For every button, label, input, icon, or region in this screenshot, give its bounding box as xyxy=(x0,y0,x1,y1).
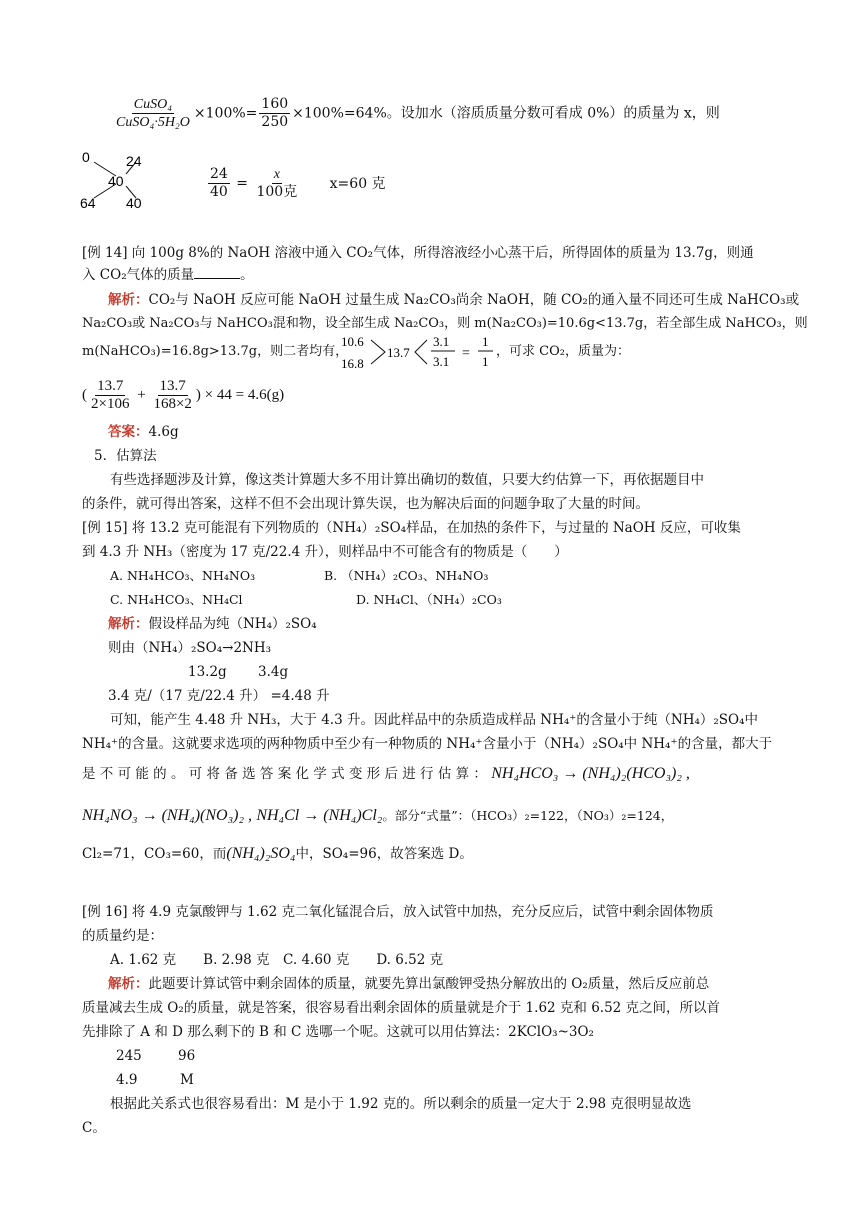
fraction-numerator: 13.7 xyxy=(97,378,124,394)
answer-label: 答案： xyxy=(108,424,149,440)
ratio-denominator: 1 xyxy=(482,354,489,369)
analysis-text: 是 不 可 能 的 。 可 将 备 选 答 案 化 学 式 变 形 后 进 行 估 算 ： xyxy=(82,766,487,782)
cross-value-mid: 13.7 xyxy=(387,345,410,360)
example-14-analysis-line1 xyxy=(108,290,799,310)
example-14-question-line1: [例 14] 向 100g 8%的 NaOH 溶液中通入 CO₂气体，所得溶液经小心蒸干后，所得固体的质量为 13.7g，则通 xyxy=(82,245,754,261)
example-16-options: A. 1.62 克 B. 2.98 克 C. 4.60 克 D. 6.52 克 xyxy=(110,952,444,968)
cross-center: 40 xyxy=(108,173,124,189)
example-15-analysis-line8 xyxy=(82,806,673,826)
fraction-denominator: CuSO₄·5H₂O xyxy=(116,115,190,130)
equation-result: x=60 克 xyxy=(329,175,386,192)
example-14-analysis-line3-tail: ，可求 CO₂，质量为： xyxy=(496,344,630,359)
example-16-analysis-line3: 先排除了 A 和 D 那么剩下的 B 和 C 选哪一个呢。这就可以用估算法：2KClO₃~3O₂ xyxy=(82,1024,594,1040)
example-16-analysis-line1 xyxy=(108,974,709,994)
section-title: 5．估算法 xyxy=(94,448,157,464)
analysis-text: Cl₂=71，CO₃=60，而 xyxy=(82,846,227,862)
cross-value-a: 10.6 xyxy=(341,334,364,349)
example-16-analysis-line2: 质量减去生成 O₂的质量，就是答案，很容易看出剩余固体的质量就是介于 1.62 克和 6.52 克之间，所以首 xyxy=(82,1000,721,1016)
proportion-equation: $\frac{24}{40}$ = $\frac{x}{\text{100克}}$ x=60 克 xyxy=(210,166,386,200)
example-15-analysis-line1 xyxy=(108,614,317,634)
example-15-mass-b: 3.4g xyxy=(258,664,289,680)
answer-value: 4.6g xyxy=(148,424,179,440)
fraction-denominator: 100克 xyxy=(256,184,298,200)
fraction-x-100 xyxy=(254,166,299,201)
cross-value-c: 3.1 xyxy=(433,334,450,349)
example-15-question-line2: 到 4.3 升 NH₃（密度为 17 克/22.4 升），则样品中不可能含有的物质是（ ） xyxy=(82,544,568,560)
example-16-question-line2: 的质量约是： xyxy=(82,928,163,944)
fraction-13-7-over-336 xyxy=(151,378,193,413)
example-14-answer xyxy=(108,422,179,442)
fraction-denominator: 2×106 xyxy=(91,396,130,412)
section-paragraph-line1: 有些选择题涉及计算，像这类计算题大多不用计算出确切的数值，只要大约估算一下，再依据题目中 xyxy=(110,472,704,488)
example-15-volume-calc: 3.4 克/（17 克/22.4 升） =4.48 升 xyxy=(108,688,330,704)
fraction-160-250 xyxy=(259,96,290,131)
fraction-denominator: 168×2 xyxy=(153,396,192,412)
formula-nh4cl: NH₄Cl → (NH₄)Cl₂ xyxy=(256,807,383,824)
cross-top-right: 24 xyxy=(126,153,142,169)
cross-value-b: 16.8 xyxy=(341,356,364,371)
example-15-analysis-line9 xyxy=(82,844,473,864)
fraction-numerator: 160 xyxy=(261,96,289,112)
fraction-denominator: 250 xyxy=(261,114,289,130)
cross-bracket-left xyxy=(371,340,385,364)
times-100-text: ×100%= xyxy=(193,105,258,122)
analysis-label: 解析： xyxy=(108,616,149,632)
cross-bottom-left: 64 xyxy=(80,195,96,210)
cross-top-left: 0 xyxy=(82,150,90,165)
analysis-text: 假设样品为纯（NH₄）₂SO₄ xyxy=(148,616,317,632)
fraction-denominator: 40 xyxy=(210,184,228,200)
example-16-conclusion-line2: C。 xyxy=(82,1120,106,1136)
ratio-row2-a: 4.9 xyxy=(116,1072,138,1088)
example-16-conclusion-line1: 根据此关系式也很容易看出：M 是小于 1.92 克的。所以剩余的质量一定大于 2.98 克很明显故选 xyxy=(110,1096,692,1112)
ratio-numerator: 1 xyxy=(482,334,489,349)
fraction-numerator: 24 xyxy=(210,166,228,182)
example-15-analysis-line7 xyxy=(82,764,690,784)
question-end: 。 xyxy=(240,267,254,283)
equals-sign: = xyxy=(462,346,470,361)
example-16-question-line1: [例 16] 将 4.9 克氯酸钾与 1.62 克二氧化锰混合后，放入试管中加热，充分反应后，试管中剩余固体物质 xyxy=(82,904,714,920)
ratio-row2-b: M xyxy=(180,1072,194,1088)
example-14-analysis-line2: Na₂CO₃或 Na₂CO₃与 NaHCO₃混和物，设全部生成 Na₂CO₃，则 m(Na₂CO₃)=10.6g<13.7g，若全部生成 NaHCO₃，则 xyxy=(82,316,808,331)
example-15-analysis-line5: 可知，能产生 4.48 升 NH₃，大于 4.3 升。因此样品中的杂质造成样品 NH₄⁺的含量小于纯（NH₄）₂SO₄中 xyxy=(110,712,759,728)
example-15-mass-a: 13.2g xyxy=(188,664,227,680)
analysis-label: 解析： xyxy=(108,292,149,308)
question-text: 入 CO₂气体的质量 xyxy=(82,267,195,283)
section-paragraph-line2: 的条件，就可得出答案，这样不但不会出现计算失误，也为解决后面的问题争取了大量的时间。 xyxy=(82,496,649,512)
cross-mixing-diagram xyxy=(80,150,160,210)
option-b: B. （NH₄）₂CO₃、NH₄NO₃ xyxy=(324,568,489,583)
ratio-row1-b: 96 xyxy=(178,1048,196,1064)
analysis-text: m(NaHCO₃)=16.8g>13.7g，则二者均有， xyxy=(82,344,349,359)
cross-value-d: 3.1 xyxy=(433,354,450,369)
setup-text: ×100%=64%。设加水（溶质质量分数可看成 0%）的质量为 x，则 xyxy=(292,105,720,122)
formula-result: × 44 = 4.6(g) xyxy=(204,386,285,403)
analysis-text: 中，SO₄=96，故答案选 D。 xyxy=(295,846,473,862)
formula-nh4-2-so4: (NH₄)₂SO₄ xyxy=(226,845,296,862)
analysis-label: 解析： xyxy=(108,976,149,992)
fraction-cuso4 xyxy=(114,96,192,131)
fraction-numerator: 13.7 xyxy=(159,378,186,394)
option-c: C. NH₄HCO₃、NH₄Cl xyxy=(110,592,243,607)
analysis-text: 。部分“式量”：（HCO₃）₂=122，（NO₃）₂=124， xyxy=(382,808,674,823)
analysis-text: CO₂与 NaOH 反应可能 NaOH 过量生成 Na₂CO₃尚余 NaOH，随 CO₂的通入量不同还可生成 NaHCO₃或 xyxy=(148,292,800,308)
fraction-numerator: CuSO₄ xyxy=(133,97,173,112)
formula-nh4no3: NH₄NO₃ → (NH₄)(NO₃)₂ , xyxy=(82,807,253,824)
option-d: D. NH₄Cl、（NH₄）₂CO₃ xyxy=(356,592,502,607)
example-15-question-line1: [例 15] 将 13.2 克可能混有下列物质的（NH₄）₂SO₄样品，在加热的条件下，与过量的 NaOH 反应，可收集 xyxy=(82,520,741,536)
analysis-text: 此题要计算试管中剩余固体的质量，就要先算出氯酸钾受热分解放出的 O₂质量，然后反应前总 xyxy=(148,976,710,992)
example-14-analysis-line3 xyxy=(82,342,348,362)
fraction-13-7-over-212 xyxy=(89,378,131,413)
option-a: A. NH₄HCO₃、NH₄NO₃ xyxy=(110,568,256,583)
example-14-formula: ( $\frac{13.7}{2\times 106}$ + $\frac{13.7}{168\times 2}$ ) × 44 = 4.6(g) xyxy=(82,378,285,412)
mass-fraction-line xyxy=(112,96,720,131)
cross-bracket-right xyxy=(415,340,427,364)
example-14-question-line2 xyxy=(82,265,254,285)
fraction-numerator: x xyxy=(273,167,280,182)
ratio-row1-a: 245 xyxy=(116,1048,142,1064)
cross-bottom-right: 40 xyxy=(126,195,142,210)
answer-blank xyxy=(194,266,240,279)
example-15-analysis-line6: NH₄⁺的含量。这就要求选项的两种物质中至少有一种物质的 NH₄⁺含量小于（NH₄）₂SO₄中 NH₄⁺的含量，都大于 xyxy=(82,736,773,752)
example-15-analysis-line2: 则由（NH₄）₂SO₄→2NH₃ xyxy=(108,640,272,656)
formula-nh4hco3: NH₄HCO₃ → (NH₄)₂(HCO₃)₂ , xyxy=(491,765,690,782)
fraction-24-40 xyxy=(208,166,230,201)
